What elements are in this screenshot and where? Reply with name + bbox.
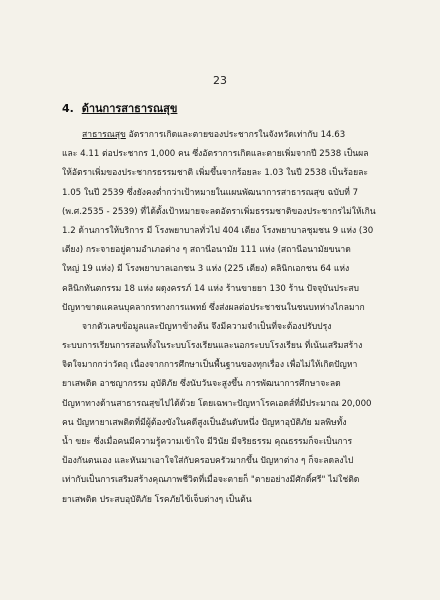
body-text xyxy=(62,126,394,510)
paragraph-1-line: 1.05 ในปี 2539 ซึ่งยังคงต่ำกว่าเป้าหมายในแผนพัฒนาการสาธารณสุข ฉบับที่ 7 xyxy=(62,187,359,198)
paragraph-2-line: ยาเสพติด ประสบอุบัติภัย โรคภัยไข้เจ็บต่างๆ เป็นต้น xyxy=(62,494,252,505)
paragraph-1-line-text: อัตราการเกิดและตายของประชากรในจังหวัดเท่ากับ 14.63 xyxy=(128,130,346,140)
section-number: 4. xyxy=(62,102,74,115)
paragraph-1-line: ใหญ่ 19 แห่ง) มี โรงพยาบาลเอกชน 3 แห่ง (225 เตียง) คลินิกเอกชน 64 แห่ง xyxy=(62,264,350,275)
paragraph-2-line: จิตใจมากกว่าวัตถุ เนื่องจากการศึกษาเป็นพื้นฐานของทุกเรื่อง เพื่อไม่ให้เกิดปัญหา xyxy=(62,360,358,371)
paragraph-1-line: และ 4.11 ต่อประชากร 1,000 คน ซึ่งอัตราการเกิดและตายเพิ่มจากปี 2538 เป็นผล xyxy=(62,149,369,160)
paragraph-1-line: คลินิกทันตกรรม 18 แห่ง ผดุงครรภ์ 14 แห่ง ร้านขายยา 130 ร้าน ปัจจุบันประสบ xyxy=(62,283,359,294)
paragraph-2-line: ระบบการเรียนการสอนทั้งในระบบโรงเรียนและนอกระบบโรงเรียน ที่เน้นเสริมสร้าง xyxy=(62,341,363,352)
paragraph-2-line: ยาเสพติด อาชญากรรม อุบัติภัย ซึ่งนับวันจะสูงขึ้น การพัฒนาการศึกษาจะลด xyxy=(62,379,341,390)
page-number: 23 xyxy=(213,74,227,87)
paragraph-2-line: ป้องกันตนเอง และหันมาเอาใจใส่กับครอบครัวมากขึ้น ปัญหาต่าง ๆ ก็จะลดลงไป xyxy=(62,456,354,467)
paragraph-2-line: เท่ากับเป็นการเสริมสร้างคุณภาพชีวิตที่เมื่อจะตายก็ "ตายอย่างมีศักดิ์ศรี" ไม่ใช่ติด xyxy=(62,475,360,486)
paragraph-1-line: (พ.ศ.2535 - 2539) ที่ได้ตั้งเป้าหมายจะลดอัตราเพิ่มธรรมชาติของประชากรไม่ให้เกิน xyxy=(62,206,376,217)
section-title: ด้านการสาธารณสุข xyxy=(81,102,178,115)
paragraph-2-line: จากตัวเลขข้อมูลและปัญหาข้างต้น จึงมีความจำเป็นที่จะต้องปรับปรุง xyxy=(82,321,332,332)
paragraph-2-line: น้ำ ขยะ ซึ่งเมื่อคนมีความรู้ความเข้าใจ มีวินัย มีจริยธรรม คุณธรรมก็จะเป็นการ xyxy=(62,437,353,447)
paragraph-1-line: เตียง) กระจายอยู่ตามอำเภอต่าง ๆ สถานีอนามัย 111 แห่ง (สถานีอนามัยขนาด xyxy=(62,245,351,256)
paragraph-1-line: ปัญหาขาดแคลนบุคลากรทางการแพทย์ ซึ่งส่งผลต่อประชาชนในชนบทห่างไกลมาก xyxy=(62,302,365,313)
paragraph-2-line: ปัญหาทางด้านสาธารณสุขไปได้ด้วย โดยเฉพาะปัญหาโรคเอดส์ที่มีประมาณ 20,000 xyxy=(62,398,372,409)
section-heading xyxy=(62,99,177,117)
paragraph-2-line: คน ปัญหายาเสพติดที่มีผู้ต้องขังในคดีสูงเป็นอันดับหนึ่ง ปัญหาอุบัติภัย มลพิษทั้ง xyxy=(62,417,347,428)
paragraph-1-line xyxy=(62,126,394,145)
paragraph-1-line: 1.2 ด้านการให้บริการ มี โรงพยาบาลทั่วไป 404 เตียง โรงพยาบาลชุมชน 9 แห่ง (30 xyxy=(62,225,374,236)
subhead-public-health: สาธารณสุข xyxy=(82,130,126,140)
paragraph-1-line: ให้อัตราเพิ่มของประชากรธรรมชาติ เพิ่มขึ้นจากร้อยละ 1.03 ในปี 2538 เป็นร้อยละ xyxy=(62,168,369,179)
